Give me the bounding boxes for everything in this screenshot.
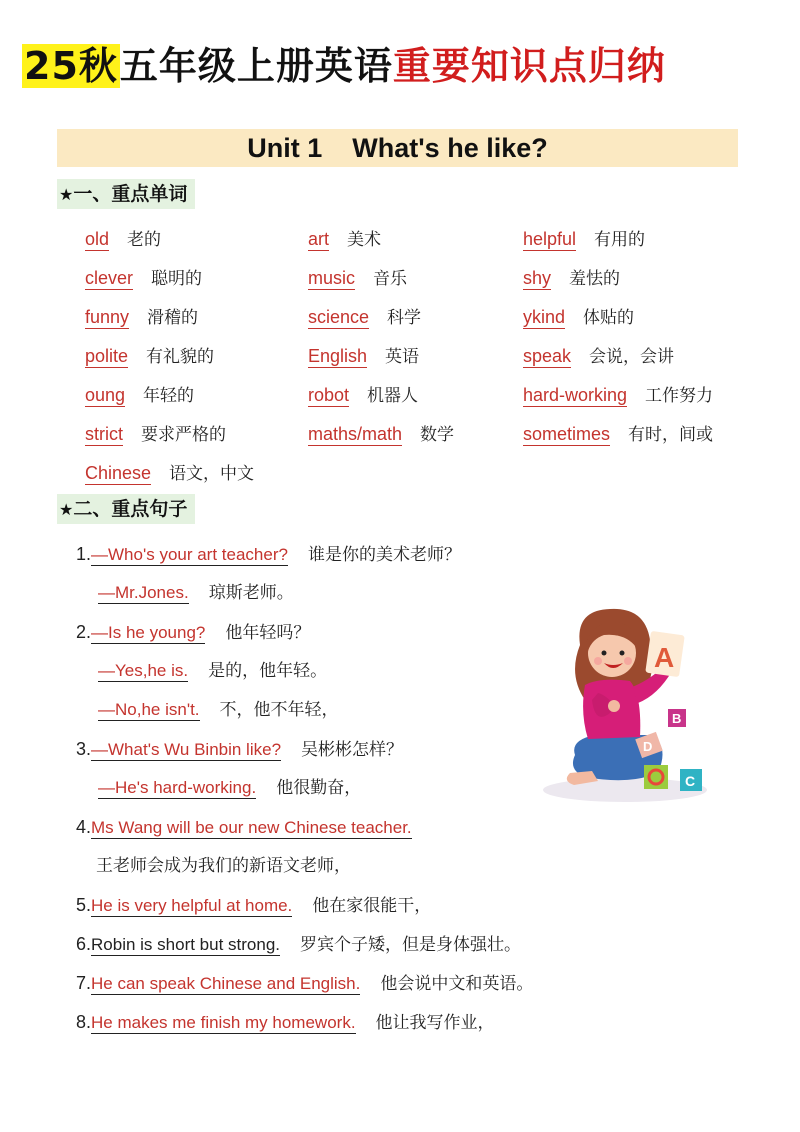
vocab-meaning: 有时，间或 (628, 425, 714, 445)
vocab-item (85, 224, 161, 255)
vocab-word: music (308, 268, 356, 288)
vocab-meaning: 英语 (385, 347, 420, 367)
vocab-item (523, 419, 713, 450)
sentence-section-heading (57, 494, 195, 524)
sentence-item (98, 578, 294, 608)
vocab-item (308, 419, 454, 450)
sentence-item (76, 734, 403, 764)
sentence-english: —Mr.Jones. (98, 583, 189, 602)
sentence-section-title: 二、重点句子 (73, 498, 188, 520)
vocab-item (308, 302, 421, 333)
sentence-item (76, 812, 412, 842)
vocab-word: ykind (523, 307, 566, 327)
vocab-word: polite (85, 346, 129, 366)
vocab-meaning: 滑稽的 (147, 308, 199, 328)
block-letter: C (685, 773, 696, 789)
vocab-meaning: 体贴的 (583, 308, 635, 328)
vocab-word: science (308, 307, 370, 327)
sentence-english: —What's Wu Binbin like? (91, 740, 282, 759)
block-letter: B (672, 711, 682, 726)
sentence-item (98, 695, 339, 725)
sentence-chinese: 谁是你的美术老师？ (307, 545, 461, 565)
sentence-number: 3. (76, 739, 92, 759)
sentence-english: Robin is short but strong. (91, 935, 280, 954)
sentence-chinese: 罗宾个子矮，但是身体强壮。 (300, 935, 521, 955)
vocab-meaning: 羞怯的 (569, 269, 621, 289)
sentence-item (76, 1007, 495, 1037)
unit-banner: Unit 1 What's he like? (57, 129, 738, 167)
block-letter: D (643, 739, 653, 754)
sentence-item (76, 968, 533, 998)
sentence-chinese: 他会说中文和英语。 (380, 974, 534, 994)
sentence-number: 5. (76, 895, 92, 915)
vocab-item (523, 341, 674, 372)
vocab-meaning: 要求严格的 (141, 425, 226, 445)
vocab-word: oung (85, 385, 126, 405)
vocab-word: robot (308, 385, 350, 405)
vocab-meaning: 语文，中文 (169, 464, 255, 484)
sentence-chinese: 不，他不年轻， (219, 700, 339, 720)
title-topic: 重要知识点归纳 (392, 44, 666, 88)
vocab-item (523, 302, 634, 333)
vocab-word: maths/math (308, 424, 403, 444)
vocab-item (85, 263, 202, 294)
sentence-item (98, 656, 327, 686)
vocab-meaning: 年轻的 (143, 386, 195, 406)
sentence-english: —He's hard-working. (98, 778, 257, 797)
vocab-item (85, 419, 226, 450)
vocab-word: shy (523, 268, 552, 288)
vocab-meaning: 美术 (347, 230, 382, 250)
sentence-english: He can speak Chinese and English. (91, 974, 361, 993)
vocab-meaning: 有礼貌的 (146, 347, 215, 367)
sentence-english: —Yes,he is. (98, 661, 189, 680)
sentence-chinese: 琼斯老师。 (208, 583, 294, 603)
sentence-item (76, 890, 431, 920)
letter-card-text: A (654, 642, 675, 673)
vocab-item (85, 380, 194, 411)
sentence-item (98, 773, 361, 803)
vocab-item (308, 224, 381, 255)
sentence-chinese: 吴彬彬怎样？ (301, 740, 404, 760)
vocab-section-heading (57, 179, 195, 209)
vocab-section-title: 一、重点单词 (73, 183, 188, 205)
vocab-meaning: 有用的 (594, 230, 646, 250)
sentence-chinese: 他在家很能干， (312, 896, 432, 916)
sentence-english: —Who's your art teacher? (91, 545, 288, 564)
sentence-chinese: 他让我写作业， (375, 1013, 495, 1033)
sentence-english: Ms Wang will be our new Chinese teacher. (91, 818, 412, 837)
sentence-chinese: 他很勤奋， (276, 778, 362, 798)
sentence-number: 8. (76, 1012, 92, 1032)
vocab-meaning: 工作努力 (645, 386, 714, 406)
vocab-item (308, 380, 418, 411)
sentence-chinese: 他年轻吗？ (225, 623, 311, 643)
vocab-meaning: 会说，会讲 (589, 347, 675, 367)
sentence-item (76, 617, 310, 647)
girl-illustration (540, 605, 720, 805)
vocab-meaning: 音乐 (373, 269, 408, 289)
vocab-word: speak (523, 346, 572, 366)
vocab-word: English (308, 346, 368, 366)
title-grade: 五年级上册英语 (119, 44, 393, 88)
sentence-item (76, 929, 521, 959)
page-title (22, 36, 666, 96)
star-icon: ★ (59, 185, 74, 204)
vocab-item (523, 224, 645, 255)
sentence-chinese: 是的，他年轻。 (208, 661, 328, 681)
sentence-number: 4. (76, 817, 92, 837)
vocab-item (308, 341, 419, 372)
vocab-meaning: 科学 (387, 308, 422, 328)
sentence-item (76, 539, 461, 569)
vocab-word: strict (85, 424, 123, 444)
vocab-word: hard-working (523, 385, 628, 405)
sentence-english: —Is he young? (91, 623, 206, 642)
vocab-item (308, 263, 407, 294)
vocab-word: sometimes (523, 424, 611, 444)
vocab-word: funny (85, 307, 130, 327)
sentence-english: He is very helpful at home. (91, 896, 293, 915)
vocab-word: art (308, 229, 330, 249)
vocab-meaning: 机器人 (367, 386, 419, 406)
vocab-meaning: 老的 (127, 230, 162, 250)
vocab-word: helpful (523, 229, 577, 249)
sentence-translation: 王老师会成为我们的新语文老师， (96, 856, 351, 876)
vocab-meaning: 聪明的 (151, 269, 203, 289)
sentence-english: He makes me finish my homework. (91, 1013, 356, 1032)
vocab-word: clever (85, 268, 134, 288)
sentence-number: 7. (76, 973, 92, 993)
sentence-number: 2. (76, 622, 92, 642)
sentence-english: —No,he isn't. (98, 700, 200, 719)
sentence-number: 6. (76, 934, 92, 954)
vocab-item (85, 302, 198, 333)
vocab-meaning: 数学 (420, 425, 455, 445)
vocab-item (523, 380, 713, 411)
vocab-item (85, 341, 214, 372)
sentence-number: 1. (76, 544, 92, 564)
star-icon: ★ (59, 500, 74, 519)
title-highlight: 25秋 (24, 44, 118, 88)
vocab-word: Chinese (85, 463, 152, 483)
vocab-word: old (85, 229, 110, 249)
vocab-item (85, 458, 254, 489)
vocab-item (523, 263, 620, 294)
